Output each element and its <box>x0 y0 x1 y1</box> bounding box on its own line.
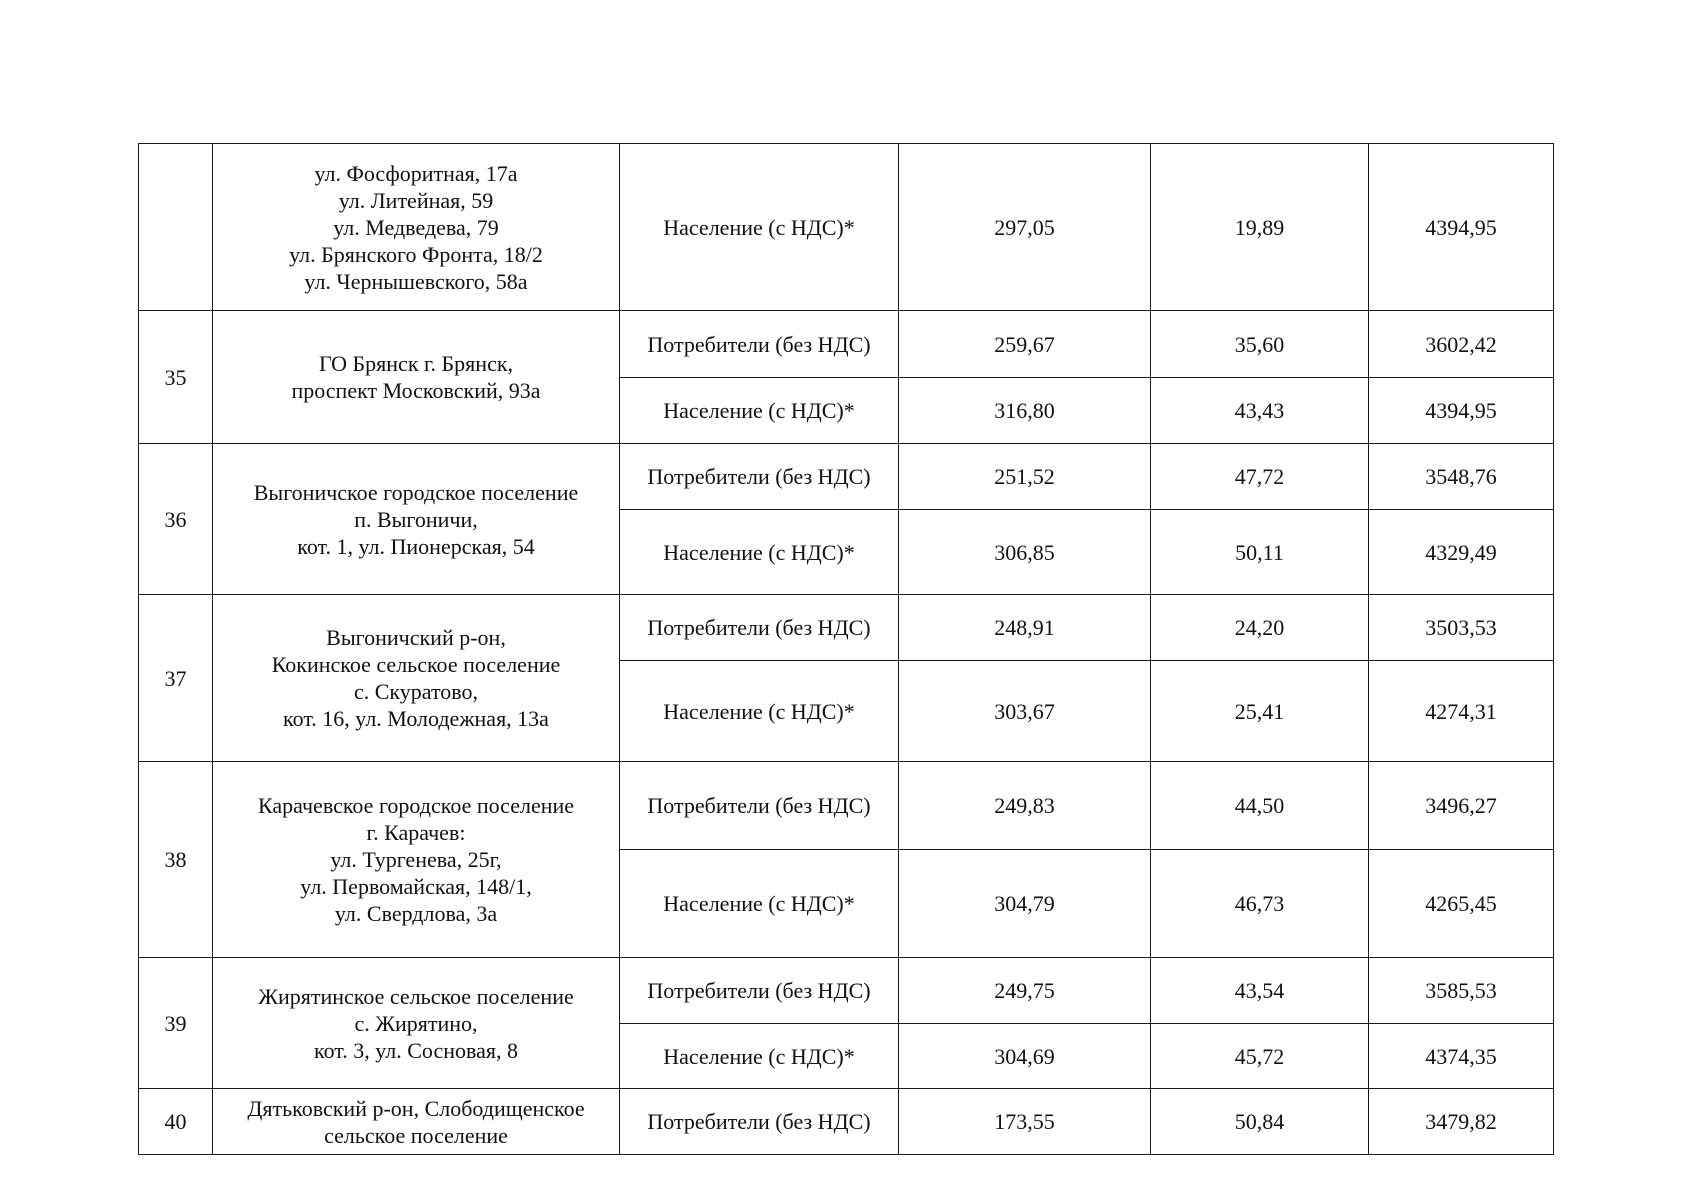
row-number: 39 <box>139 958 213 1089</box>
value-2-cell: 25,41 <box>1151 661 1369 762</box>
value-1-cell: 173,55 <box>899 1089 1151 1155</box>
category-cell: Потребители (без НДС) <box>620 311 899 378</box>
category-cell: Население (с НДС)* <box>620 1024 899 1089</box>
value-1-cell: 251,52 <box>899 444 1151 510</box>
category-cell: Население (с НДС)* <box>620 144 899 311</box>
value-1-cell: 249,75 <box>899 958 1151 1024</box>
value-2-cell: 50,11 <box>1151 510 1369 595</box>
value-2-cell: 35,60 <box>1151 311 1369 378</box>
address-cell: ГО Брянск г. Брянск, проспект Московский, 93а <box>213 311 620 444</box>
value-3-cell: 3479,82 <box>1369 1089 1554 1155</box>
value-1-cell: 304,79 <box>899 850 1151 958</box>
row-number <box>139 144 213 311</box>
value-3-cell: 4394,95 <box>1369 378 1554 444</box>
address-cell: Карачевское городское поселение г. Карачев: ул. Тургенева, 25г, ул. Первомайская, 148/1, ул. Свердлова, 3а <box>213 762 620 958</box>
value-3-cell: 3496,27 <box>1369 762 1554 850</box>
category-cell: Потребители (без НДС) <box>620 595 899 661</box>
row-number: 37 <box>139 595 213 762</box>
category-cell: Потребители (без НДС) <box>620 762 899 850</box>
value-1-cell: 316,80 <box>899 378 1151 444</box>
value-2-cell: 46,73 <box>1151 850 1369 958</box>
value-1-cell: 303,67 <box>899 661 1151 762</box>
address-cell: Дятьковский р-он, Слободищенское сельское поселение <box>213 1089 620 1155</box>
value-2-cell: 24,20 <box>1151 595 1369 661</box>
value-2-cell: 43,54 <box>1151 958 1369 1024</box>
value-3-cell: 4274,31 <box>1369 661 1554 762</box>
tariff-table <box>138 143 1554 1155</box>
value-1-cell: 248,91 <box>899 595 1151 661</box>
value-2-cell: 45,72 <box>1151 1024 1369 1089</box>
table-row <box>139 762 1554 850</box>
value-1-cell: 259,67 <box>899 311 1151 378</box>
row-number: 35 <box>139 311 213 444</box>
row-number: 38 <box>139 762 213 958</box>
value-1-cell: 297,05 <box>899 144 1151 311</box>
category-cell: Население (с НДС)* <box>620 510 899 595</box>
table-row <box>139 444 1554 510</box>
value-1-cell: 304,69 <box>899 1024 1151 1089</box>
category-cell: Потребители (без НДС) <box>620 1089 899 1155</box>
address-cell: Выгоничское городское поселение п. Выгоничи, кот. 1, ул. Пионерская, 54 <box>213 444 620 595</box>
value-1-cell: 249,83 <box>899 762 1151 850</box>
value-2-cell: 44,50 <box>1151 762 1369 850</box>
table-row <box>139 311 1554 378</box>
category-cell: Потребители (без НДС) <box>620 958 899 1024</box>
value-3-cell: 3548,76 <box>1369 444 1554 510</box>
value-3-cell: 4265,45 <box>1369 850 1554 958</box>
table-row <box>139 1089 1554 1155</box>
address-cell: Выгоничский р-он, Кокинское сельское поселение с. Скуратово, кот. 16, ул. Молодежная, 13а <box>213 595 620 762</box>
table-row <box>139 144 1554 311</box>
address-cell: ул. Фосфоритная, 17а ул. Литейная, 59 ул. Медведева, 79 ул. Брянского Фронта, 18/2 ул. Чернышевского, 58а <box>213 144 620 311</box>
value-3-cell: 3585,53 <box>1369 958 1554 1024</box>
table-row <box>139 958 1554 1024</box>
value-3-cell: 4374,35 <box>1369 1024 1554 1089</box>
address-cell: Жирятинское сельское поселение с. Жирятино, кот. 3, ул. Сосновая, 8 <box>213 958 620 1089</box>
value-1-cell: 306,85 <box>899 510 1151 595</box>
value-2-cell: 50,84 <box>1151 1089 1369 1155</box>
value-2-cell: 47,72 <box>1151 444 1369 510</box>
value-3-cell: 4329,49 <box>1369 510 1554 595</box>
table-row <box>139 595 1554 661</box>
row-number: 40 <box>139 1089 213 1155</box>
row-number: 36 <box>139 444 213 595</box>
category-cell: Население (с НДС)* <box>620 850 899 958</box>
value-3-cell: 3602,42 <box>1369 311 1554 378</box>
value-2-cell: 19,89 <box>1151 144 1369 311</box>
value-3-cell: 4394,95 <box>1369 144 1554 311</box>
category-cell: Население (с НДС)* <box>620 378 899 444</box>
value-3-cell: 3503,53 <box>1369 595 1554 661</box>
value-2-cell: 43,43 <box>1151 378 1369 444</box>
category-cell: Население (с НДС)* <box>620 661 899 762</box>
category-cell: Потребители (без НДС) <box>620 444 899 510</box>
